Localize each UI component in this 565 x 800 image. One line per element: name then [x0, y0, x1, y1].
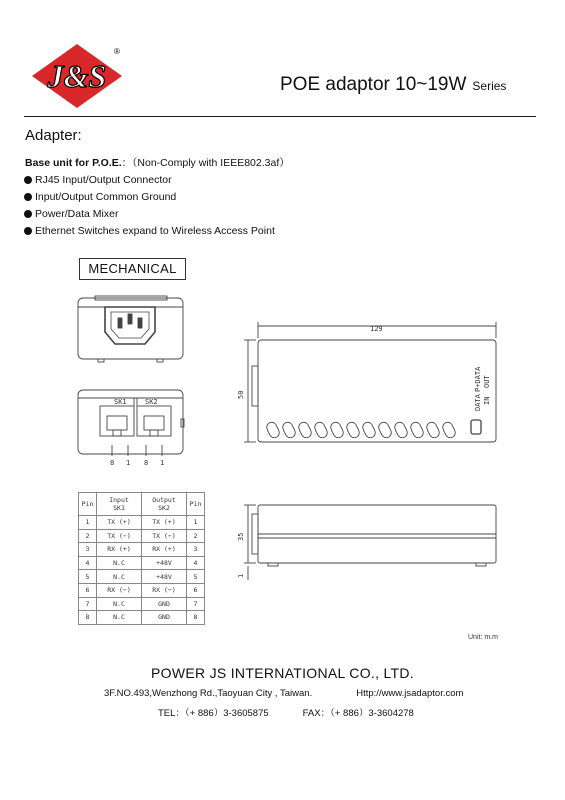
- input-header: Input SK1: [97, 493, 142, 516]
- series-label: Series: [472, 79, 507, 93]
- pin-table-header: [79, 493, 205, 516]
- width-dimension: 50: [237, 390, 245, 399]
- bullet-icon: [24, 210, 32, 218]
- table-row: 3 RX (+) RX (+) 3: [79, 543, 205, 557]
- website-link[interactable]: Http://www.jsadaptor.com: [356, 688, 464, 699]
- front-view-outline: [78, 298, 183, 359]
- pin-number: 1: [160, 459, 165, 467]
- feature-item: RJ45 Input/Output Connector: [24, 172, 275, 189]
- feature-item: Input/Output Common Ground: [24, 189, 275, 206]
- base-unit-line: [25, 155, 290, 170]
- page-title: [280, 74, 506, 96]
- telephone: TEL：（+ 886）3-3605875: [158, 708, 269, 719]
- length-dimension: 129: [370, 325, 383, 333]
- unit-note: Unit: m.m: [468, 634, 498, 641]
- table-row: 6 RX (−) RX (−) 6: [79, 583, 205, 597]
- base-unit-separator: ：: [121, 157, 133, 169]
- bullet-icon: [24, 193, 32, 201]
- bullet-icon: [24, 176, 32, 184]
- height-dimension: 35: [237, 532, 245, 541]
- feature-item: Power/Data Mixer: [24, 206, 275, 223]
- input-port-label: DATAIN: [474, 394, 491, 411]
- output-port-label: P+DATAOUT: [474, 366, 491, 392]
- rear-view-outline: [78, 390, 183, 454]
- top-view-outline: [258, 340, 496, 442]
- output-header: Output SK2: [142, 493, 187, 516]
- vent-slots: [265, 421, 457, 440]
- address: 3F.NO.493,Wenzhong Rd.,Taoyuan City , Taiwan.: [104, 688, 313, 699]
- base-unit-note: （Non-Comply with IEEE802.3af）: [132, 157, 290, 169]
- table-row: 7 N.C GND 7: [79, 597, 205, 611]
- led-window: [471, 420, 481, 434]
- side-view-outline: [258, 505, 496, 563]
- pin-number: 1: [126, 459, 131, 467]
- rj45-jack-sk1: [100, 406, 134, 436]
- header-divider: [24, 116, 536, 117]
- offset-dimension: 1: [237, 573, 245, 578]
- table-row: 1 TX (+) TX (+) 1: [79, 516, 205, 530]
- feature-list: [24, 172, 275, 240]
- mechanical-label: MECHANICAL: [79, 258, 186, 280]
- ac-inlet: [105, 307, 155, 344]
- section-heading: Adapter:: [25, 127, 82, 144]
- registered-mark: ®: [114, 47, 120, 56]
- pin-number: 8: [144, 459, 149, 467]
- base-unit-label: Base unit for P.O.E.: [25, 157, 122, 169]
- title-text: POE adaptor 10~19W: [280, 74, 467, 95]
- logo-text: J&S: [47, 58, 107, 94]
- sk1-label: SK1: [114, 398, 127, 406]
- table-row: 4 N.C +48V 4: [79, 556, 205, 570]
- pin-number: 8: [110, 459, 115, 467]
- fax: FAX：（+ 886）3-3604278: [302, 708, 414, 719]
- pin-table: [78, 492, 205, 625]
- pin-header: Pin: [187, 493, 205, 516]
- feature-item: Ethernet Switches expand to Wireless Access Point: [24, 223, 275, 240]
- pin-header: Pin: [79, 493, 97, 516]
- bullet-icon: [24, 227, 32, 235]
- table-row: 2 TX (−) TX (−) 2: [79, 529, 205, 543]
- rj45-jack-sk2: [137, 406, 171, 436]
- address-line: [104, 688, 463, 699]
- sk2-label: SK2: [145, 398, 158, 406]
- company-logo: [28, 40, 126, 112]
- company-name: POWER JS INTERNATIONAL CO., LTD.: [151, 665, 414, 681]
- table-row: 5 N.C +48V 5: [79, 570, 205, 584]
- contact-line: [158, 705, 414, 719]
- table-row: 8 N.C GND 8: [79, 611, 205, 625]
